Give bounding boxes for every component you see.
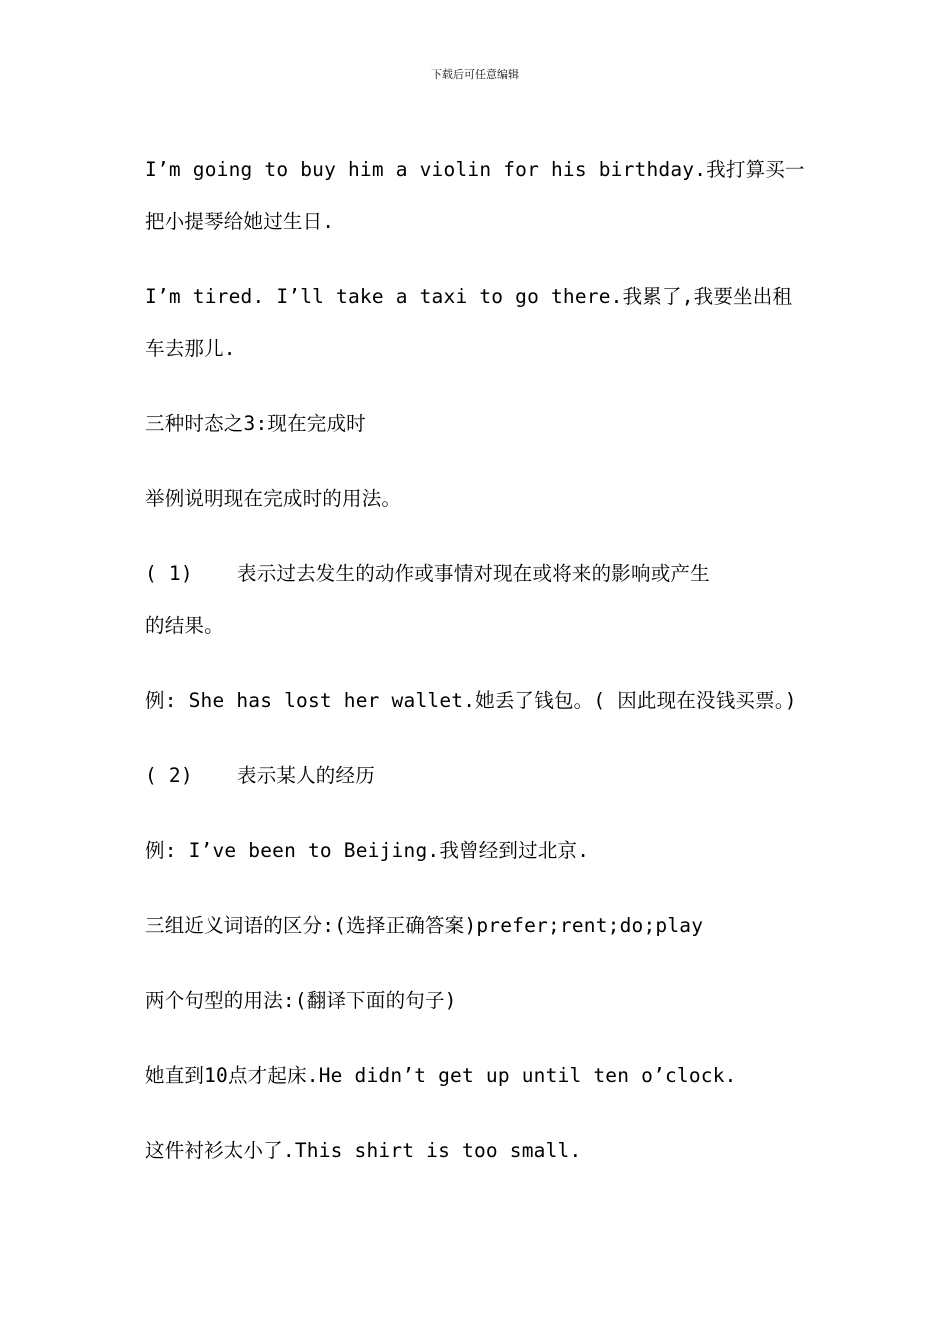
document-body [145, 144, 810, 1200]
paragraph-usage-intro: 举例说明现在完成时的用法。 [145, 487, 402, 510]
paragraph-too-small: 这件衬衫太小了.This shirt is too small. [145, 1139, 582, 1162]
paragraph-taxi: I’m tired. I’ll take a taxi to go there.我累了,我要坐出租车去那儿. [145, 285, 793, 360]
paragraph-until: 她直到10点才起床.He didn’t get up until ten o’clock. [145, 1064, 737, 1087]
paragraph-violin: I’m going to buy him a violin for his birthday.我打算买一把小提琴给她过生日. [145, 158, 805, 233]
item-text: 表示某人的经历 [237, 764, 375, 787]
numbered-item-1 [145, 548, 810, 652]
paragraph-example-beijing: 例: I’ve been to Beijing.我曾经到过北京. [145, 839, 590, 862]
paragraph-example-wallet: 例: She has lost her wallet.她丢了钱包。( 因此现在没钱买票。) [145, 689, 797, 712]
paragraph-sentence-patterns: 两个句型的用法:(翻译下面的句子) [145, 989, 457, 1012]
item-text-continued: 的结果。 [145, 614, 224, 637]
numbered-item-2 [145, 750, 810, 802]
page-header-note: 下载后可任意编辑 [431, 68, 519, 81]
item-number-label: ( 2) [145, 764, 193, 787]
item-number-label: ( 1) [145, 562, 193, 585]
section-heading-present-perfect: 三种时态之3:现在完成时 [145, 412, 366, 435]
paragraph-synonyms: 三组近义词语的区分:(选择正确答案)prefer;rent;do;play [145, 914, 704, 937]
item-text: 表示过去发生的动作或事情对现在或将来的影响或产生 [237, 562, 710, 585]
